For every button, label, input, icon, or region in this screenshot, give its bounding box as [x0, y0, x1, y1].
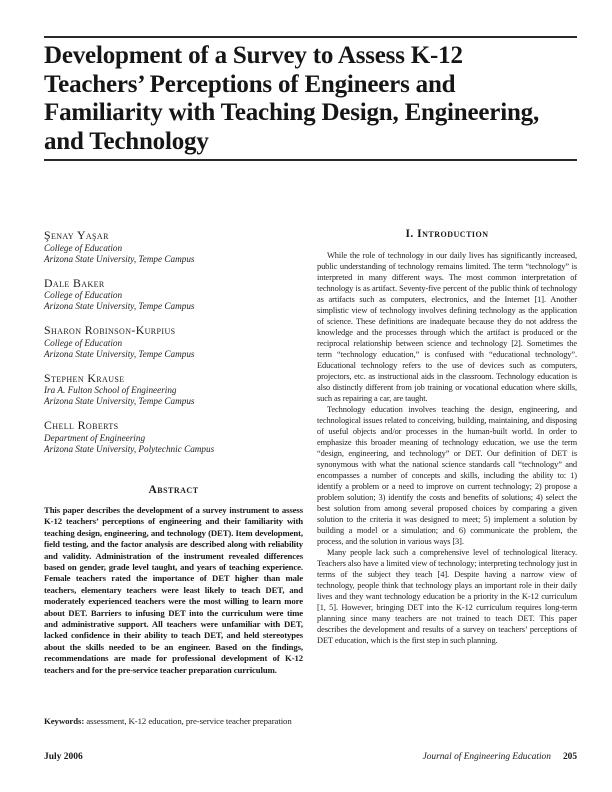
author-university: Arizona State University, Tempe Campus — [44, 396, 195, 406]
author-university: Arizona State University, Tempe Campus — [44, 301, 195, 311]
author-affiliation: Ira A. Fulton School of Engineering — [44, 385, 177, 395]
abstract-section — [44, 484, 303, 676]
author-name: Şenay Yaşar — [44, 228, 109, 242]
author-affiliation: College of Education — [44, 337, 123, 348]
author-name: Dale Baker — [44, 275, 105, 290]
footer-date: July 2006 — [44, 752, 83, 762]
author-block — [44, 371, 303, 408]
author-name: Stephen Krause — [44, 370, 125, 385]
title-rule-top — [44, 36, 577, 38]
author-university: Arizona State University, Tempe Campus — [44, 253, 195, 264]
footer-journal-line — [423, 752, 577, 762]
intro-paragraph: While the role of technology in our daily lives has significantly increased, public understanding of technology remains limited. The term “technology” is interpreted in many different ways. The most common interpretation of technology is as artifact. Seventy-five percent of the public think of technology as artifacts such as computers, electronics, and the Internet [1]. Another simplistic view of technology involves defining technology as the application of science. These definitions are inadequate because they do not address the knowledge and the processes through which the artifact is produced or the reciprocal relationship between science and technology [2]. Sometimes the term “technology education,” is confused with “educational technology”. Educational technology refers to the use of devices such as computers, projectors, etc. as instructional aids in the classroom. Technology education is also distinctly different from job training or vocational education where skills, such as repairing a car, are taught. — [317, 251, 577, 403]
footer-journal-name: Journal of Engineering Education — [422, 752, 551, 762]
author-name: Chell Roberts — [44, 418, 119, 432]
author-affiliation: College of Education — [44, 242, 123, 253]
author-block — [44, 228, 303, 265]
author-block — [44, 323, 303, 360]
footer-page-number: 205 — [562, 752, 577, 762]
paper-title: Development of a Survey to Assess K-12 Teachers’ Perceptions of Engineers and Familiarity with Teaching Design, Engineering, and Technology — [44, 42, 539, 155]
title-rule-bottom — [44, 159, 577, 161]
introduction-section — [317, 228, 577, 646]
keywords-text: assessment, K-12 education, pre-service teacher preparation — [84, 716, 292, 726]
author-affiliation: Department of Engineering — [44, 432, 146, 443]
keywords-label: Keywords: — [44, 716, 85, 726]
author-name: Sharon Robinson-Kurpius — [44, 323, 176, 337]
introduction-heading: I. Introduction — [405, 228, 489, 240]
author-affiliation: College of Education — [44, 290, 123, 300]
abstract-heading: Abstract — [148, 484, 199, 496]
intro-paragraph: Many people lack such a comprehensive level of technological literacy. Teachers also have a limited view of technology; interpreting technology just in terms of the subject they teach [4]. Despite having a narrow view of technology, people think that technology plays an important role in their daily lives and they want technology education be a priority in the K-12 curriculum [1, 5]. However, bringing DET into the K-12 curriculum requires long-term planning since many teachers are not trained to teach DET. This paper describes the development and results of a survey on teachers’ perceptions of DET education, which is the first step in such planning. — [317, 548, 577, 645]
author-university: Arizona State University, Polytechnic Campus — [44, 443, 215, 454]
keywords-line — [44, 716, 303, 727]
author-block — [44, 418, 303, 455]
intro-paragraph: Technology education involves teaching the design, engineering, and technological issues related to conceiving, building, maintaining, and disposing of useful objects and/or processes in the human-built world. In order to emphasize this broader meaning of technology education, we use the term “design, engineering, and technology” or DET. Our definition of DET is synonymous with what the national science standards call “technology” and encompasses a number of concepts and skills, including the ability to: 1) identify a problem or a need to improve on current technology; 2) propose a problem solution; 3) identify the costs and benefits of solutions; 4) select the best solution from among several proposed choices by comparing a given solution to the criteria it was designed to meet; 5) implement a solution by building a model or a simulation; and 6) communicate the problem, the process, and the solution in various ways [3]. — [317, 405, 577, 546]
author-block — [44, 276, 303, 313]
author-university: Arizona State University, Tempe Campus — [44, 348, 195, 359]
abstract-text: This paper describes the development of a survey instrument to assess K-12 teachers’ perceptions of engineering and their familiarity with teaching design, engineering, and technology (DET). Item development, field testing, and the factor analysis are described along with reliability and validity. Administration of the instrument revealed differences based on gender, grade level taught, and years of teaching experience. Female teachers rated the importance of DET higher than male teachers, elementary teachers were least likely to teach DET, and moderately experienced teachers were the most willing to learn more about DET. Barriers to infusing DET into the curriculum were time and administrative support. All teachers were unfamiliar with DET, lacked confidence in their ability to teach DET, and held stereotypes about the skills needed to be an engineer. Based on the findings, recommendations are made for professional development of K-12 teachers and for the pre-service teacher preparation curriculum. — [44, 505, 303, 675]
authors-list — [44, 228, 303, 466]
